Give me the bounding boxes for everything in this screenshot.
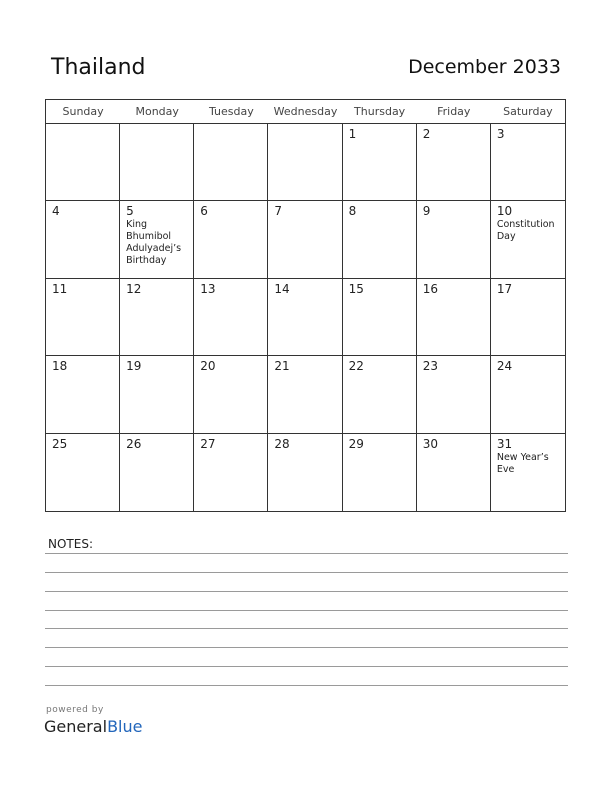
day-cell <box>46 434 120 511</box>
notes-line <box>45 610 568 611</box>
day-cell <box>120 434 194 511</box>
day-cell <box>194 124 268 201</box>
day-number: 31 <box>496 436 513 451</box>
day-number: 8 <box>348 204 357 219</box>
day-cell <box>343 356 417 433</box>
day-cell <box>46 124 120 201</box>
day-number: 6 <box>200 204 208 219</box>
day-number: 27 <box>200 436 216 451</box>
day-cell <box>268 279 342 356</box>
notes-line <box>45 647 568 648</box>
weekday-header: Saturday <box>491 100 565 124</box>
day-cell <box>268 201 342 278</box>
day-number: 10 <box>496 204 513 219</box>
day-cell <box>417 356 491 433</box>
notes-line <box>45 685 568 686</box>
notes-line <box>45 666 568 667</box>
day-number: 23 <box>422 359 438 374</box>
day-cell <box>194 434 268 511</box>
day-number: 16 <box>422 281 438 296</box>
day-number: 21 <box>274 359 290 374</box>
day-number: 12 <box>126 281 142 296</box>
day-cell <box>46 201 120 278</box>
day-number: 9 <box>422 204 431 219</box>
day-number: 28 <box>274 436 290 451</box>
notes-line <box>45 628 568 629</box>
day-cell <box>268 356 342 433</box>
day-cell <box>46 356 120 433</box>
day-number: 5 <box>126 204 134 219</box>
day-cell <box>194 279 268 356</box>
brand-general-text: General <box>44 717 108 736</box>
weekday-header: Sunday <box>46 100 120 124</box>
day-number: 7 <box>274 204 283 219</box>
holiday-label: New Year’s Eve <box>496 451 549 475</box>
day-number: 14 <box>274 281 290 296</box>
calendar-grid <box>45 99 566 512</box>
day-number: 20 <box>200 359 216 374</box>
day-cell <box>120 201 194 278</box>
holiday-label: King Bhumibol Adulyadej’s Birthday <box>126 219 182 267</box>
day-number: 26 <box>126 436 142 451</box>
day-cell <box>343 124 417 201</box>
day-number: 25 <box>52 436 68 451</box>
day-cell <box>343 434 417 511</box>
month-year-title: December 2033 <box>408 56 561 78</box>
day-number: 29 <box>348 436 364 451</box>
weekday-header: Tuesday <box>194 100 268 124</box>
weekday-header: Friday <box>417 100 491 124</box>
day-number: 15 <box>348 281 364 296</box>
powered-by-text: powered by <box>46 705 104 715</box>
day-number: 11 <box>52 281 68 296</box>
notes-line <box>45 572 568 573</box>
day-cell <box>268 434 342 511</box>
weekday-header: Thursday <box>343 100 417 124</box>
day-number: 22 <box>348 359 364 374</box>
day-number: 2 <box>422 127 431 141</box>
day-number: 19 <box>126 359 142 374</box>
notes-line <box>45 553 568 554</box>
day-cell <box>268 124 342 201</box>
day-number: 4 <box>52 204 60 219</box>
day-number: 3 <box>496 127 505 141</box>
day-cell <box>491 124 565 201</box>
brand-blue-text: Blue <box>107 717 143 736</box>
weekday-header: Wednesday <box>268 100 342 124</box>
day-number: 17 <box>496 281 513 296</box>
day-cell <box>343 279 417 356</box>
country-title: Thailand <box>51 55 146 80</box>
day-number: 13 <box>200 281 216 296</box>
weekday-header: Monday <box>120 100 194 124</box>
day-cell <box>417 434 491 511</box>
day-cell <box>194 356 268 433</box>
day-cell <box>417 124 491 201</box>
holiday-label: Constitution Day <box>496 219 555 243</box>
day-cell <box>417 201 491 278</box>
day-cell <box>491 356 565 433</box>
day-number: 1 <box>348 127 357 141</box>
day-cell <box>417 279 491 356</box>
day-cell <box>46 279 120 356</box>
day-cell <box>491 201 565 278</box>
notes-label: NOTES: <box>48 537 93 551</box>
day-cell <box>120 124 194 201</box>
day-number: 24 <box>496 359 513 374</box>
day-cell <box>194 201 268 278</box>
day-number: 18 <box>52 359 68 374</box>
day-number: 30 <box>422 436 438 451</box>
generalblue-logo <box>44 717 142 736</box>
notes-line <box>45 591 568 592</box>
day-cell <box>491 434 565 511</box>
day-cell <box>120 279 194 356</box>
day-cell <box>120 356 194 433</box>
day-cell <box>343 201 417 278</box>
day-cell <box>491 279 565 356</box>
